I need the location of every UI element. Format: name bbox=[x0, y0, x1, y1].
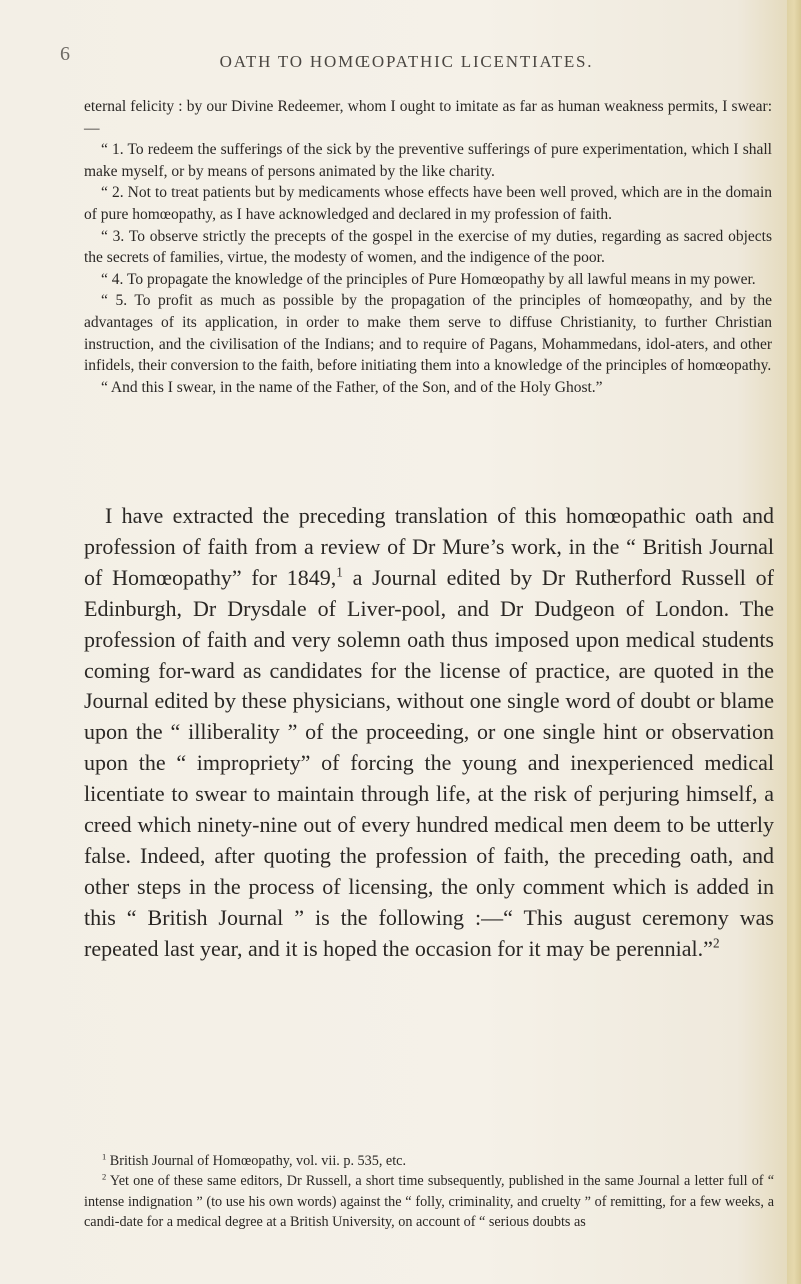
body-text-part-2: a Journal edited by Dr Rutherford Russell of Edinburgh, Dr Drysdale of Liver-pool, and Dr Dudgeon of London. The profession of faith and very solemn oath thus imposed upon medical students coming for-ward as candidates for the license of practice, are quoted in the Journal edited by these physicians, without one single word of doubt or blame upon the “ illiberality ” of the proceeding, or one single hint or observation upon the “ impropriety” of forcing the young and inexperienced medical licentiate to swear to maintain through life, at the risk of perjuring himself, a creed which ninety-nine out of every hundred medical men deem to be utterly false. Indeed, after quoting the profession of faith, the preceding oath, and other steps in the process of licensing, the only comment which is added in this “ British Journal ” is the following :—“ This august ceremony was repeated last year, and it is hoped the occasion for it may be perennial.” bbox=[84, 564, 774, 961]
footnote-ref-2: 2 bbox=[712, 935, 720, 951]
footnote-text-2: Yet one of these same editors, Dr Russell, a short time subsequently, published in the same Journal a letter full of “ intense indignation ” (to use his own words) against the “ folly, criminality, and cruelty ” of remitting, for a few weeks, a candi-date for a medical degree at a British University, on account of “ serious doubts as bbox=[84, 1173, 774, 1231]
oath-item-2: “ 2. Not to treat patients but by medicaments whose effects have been well proved, which are in the domain of pure homœopathy, as I have acknowledged and declared in my profession of faith. bbox=[84, 184, 772, 223]
oath-item-3: “ 3. To observe strictly the precepts of the gospel in the exercise of my duties, regarding as sacred objects the secrets of families, virtue, the modesty of women, and the indigence of the poor. bbox=[84, 227, 772, 267]
oath-item-5: “ 5. To profit as much as possible by the propagation of the principles of homœopathy, and by the advantages of its application, in order to make them serve to diffuse Christianity, to further Christian instruction, and the civilisation of the Indians; and to require of Pagans, Mohammedans, idol-aters, and other infidels, their conversion to the faith, before initiating them into a knowledge of the principles of homœopathy. bbox=[84, 292, 772, 375]
footnote-ref-1: 1 bbox=[336, 564, 343, 580]
body-text-part-1: I have extracted the preceding translation of this homœopathic oath and profession of faith from a review of Dr Mure’s work, in the “ British Journal of Homœopathy” for 1849, bbox=[84, 503, 774, 590]
footnote-2 bbox=[84, 1171, 774, 1232]
oath-closing: “ And this I swear, in the name of the Father, of the Son, and of the Holy Ghost.” bbox=[101, 378, 603, 396]
oath-quote bbox=[84, 96, 772, 398]
oath-item-4: “ 4. To propagate the knowledge of the principles of Pure Homœopathy by all lawful means in my power. bbox=[101, 270, 756, 288]
body-text bbox=[84, 501, 774, 965]
oath-opening: eternal felicity : by our Divine Redeemer, whom I ought to imitate as far as human weakness permits, I swear:— bbox=[84, 98, 772, 137]
footnote-marker-1: 1 bbox=[102, 1151, 107, 1162]
running-head: OATH TO HOMŒOPATHIC LICENTIATES. bbox=[219, 52, 594, 71]
footnote-text-1: British Journal of Homœopathy, vol. vii. p. 535, etc. bbox=[106, 1153, 406, 1169]
body-paragraph bbox=[84, 501, 774, 965]
page-number: 6 bbox=[60, 43, 70, 65]
footnote-1 bbox=[84, 1151, 774, 1171]
oath-item-1: “ 1. To redeem the sufferings of the sick by the preventive sufferings of pure experimentation, which I shall make myself, or by means of persons animated by the like charity. bbox=[84, 141, 772, 180]
footnote-marker-2: 2 bbox=[102, 1171, 107, 1182]
footnotes bbox=[84, 1151, 774, 1233]
page-edge bbox=[787, 0, 801, 1284]
